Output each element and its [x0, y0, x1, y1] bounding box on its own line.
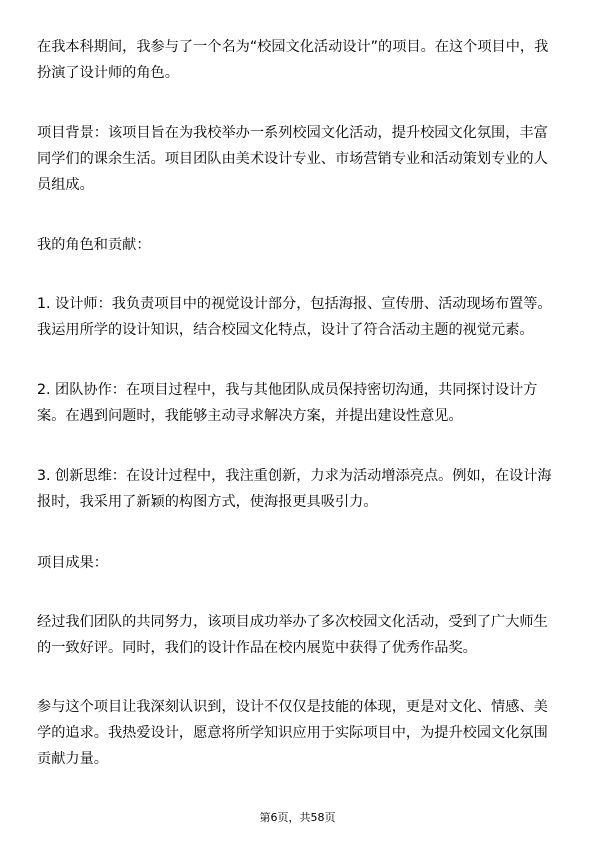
- text-line: 扮演了设计师的角色。: [37, 65, 179, 81]
- text-line: 3. 创新思维：在设计过程中，我注重创新，力求为活动增添亮点。例如，在设计海: [37, 468, 552, 484]
- paragraph-background: [37, 120, 559, 198]
- text-line: 我运用所学的设计知识，结合校园文化特点，设计了符合活动主题的视觉元素。: [37, 322, 534, 338]
- list-item-teamwork: [37, 377, 559, 429]
- list-item-innovation: [37, 463, 559, 515]
- text-line: 的一致好评。同时，我们的设计作品在校内展览中获得了优秀作品奖。: [37, 640, 477, 656]
- text-line: 学的追求。我热爱设计，愿意将所学知识应用于实际项目中，为提升校园文化氛围: [37, 725, 548, 741]
- text-line: 我的角色和贡献：: [37, 237, 151, 253]
- text-line: 案。在遇到问题时，我能够主动寻求解决方案，并提出建设性意见。: [37, 408, 463, 424]
- text-line: 1. 设计师：我负责项目中的视觉设计部分，包括海报、宣传册、活动现场布置等。: [37, 296, 552, 312]
- paragraph-results: [37, 609, 559, 661]
- paragraph-intro: [37, 34, 559, 86]
- section-heading-results: [37, 550, 559, 576]
- text-line: 2. 团队协作：在项目过程中，我与其他团队成员保持密切沟通，共同探讨设计方: [37, 382, 538, 398]
- text-line: 员组成。: [37, 177, 94, 193]
- text-line: 贡献力量。: [37, 751, 108, 767]
- text-line: 经过我们团队的共同努力，该项目成功举办了多次校园文化活动，受到了广大师生: [37, 614, 548, 630]
- text-line: 项目成果：: [37, 555, 108, 571]
- text-line: 参与这个项目让我深刻认识到，设计不仅仅是技能的体现，更是对文化、情感、美: [37, 699, 548, 715]
- paragraph-reflection: [37, 694, 559, 772]
- section-heading-role: [37, 232, 559, 258]
- text-line: 报时，我采用了新颖的构图方式，使海报更具吸引力。: [37, 494, 378, 510]
- text-line: 同学们的课余生活。项目团队由美术设计专业、市场营销专业和活动策划专业的人: [37, 151, 548, 167]
- page-number-footer: 第6页，共58页: [259, 811, 336, 824]
- text-line: 项目背景：该项目旨在为我校举办一系列校园文化活动，提升校园文化氛围，丰富: [37, 125, 548, 141]
- text-line: 在我本科期间，我参与了一个名为“校园文化活动设计”的项目。在这个项目中，我: [37, 39, 549, 55]
- list-item-designer: [37, 291, 559, 343]
